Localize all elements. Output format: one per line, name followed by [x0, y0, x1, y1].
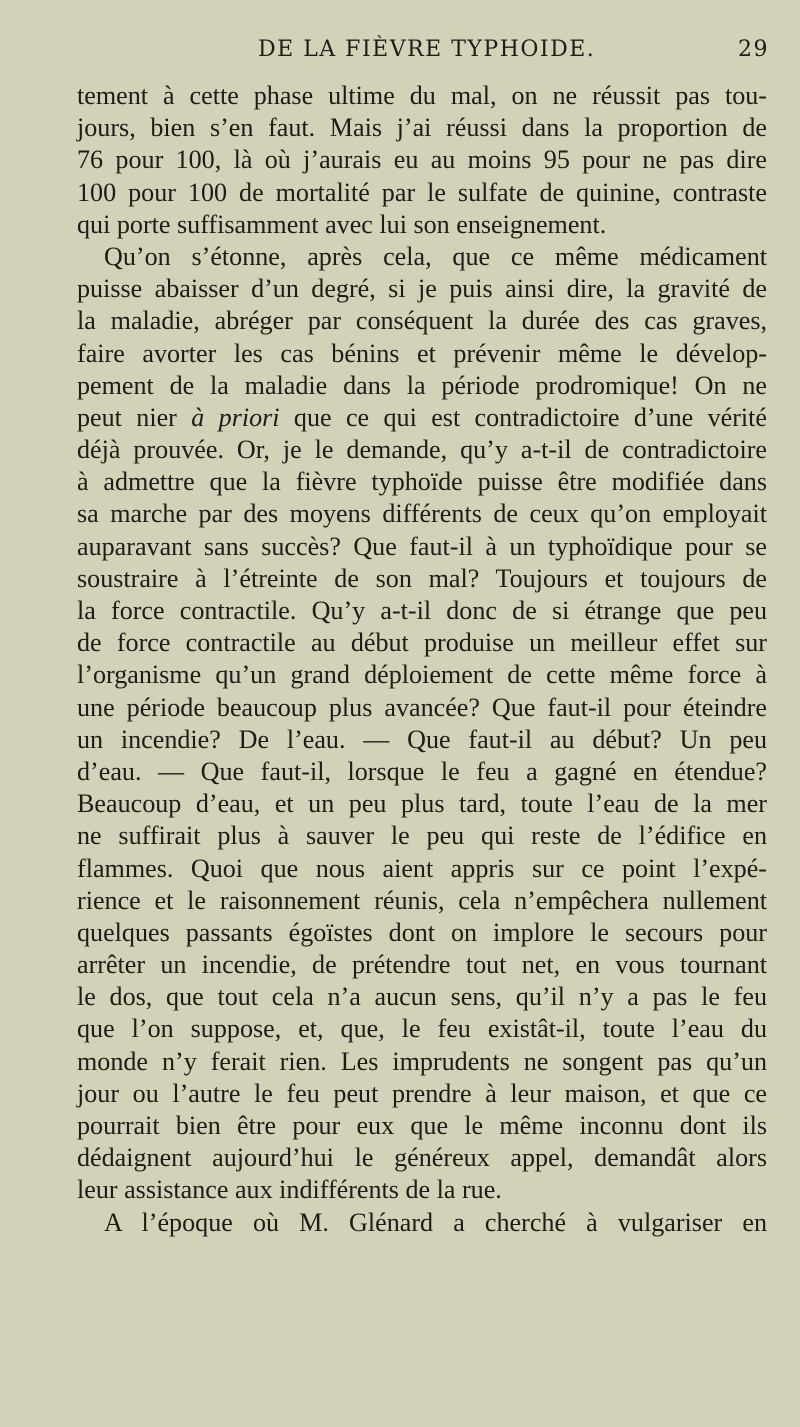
text-line-with-italic — [77, 402, 767, 434]
text-line: auparavant sans succès? Que faut-il à un typhoïdique pour se — [77, 531, 767, 561]
text-line: que l’on suppose, et, que, le feu existât-il, toute l’eau du — [77, 1014, 767, 1044]
text-line: arrêter un incendie, de prétendre tout net, en vous tournant — [77, 950, 767, 980]
text-line: Beaucoup d’eau, et un peu plus tard, toute l’eau de la mer — [77, 789, 767, 819]
text-line: l’organisme qu’un grand déploiement de cette même force à — [77, 660, 767, 690]
text-line: 100 pour 100 de mortalité par le sulfate de quinine, contraste — [77, 177, 767, 207]
page-header — [0, 37, 800, 71]
text-line: déjà prouvée. Or, je le demande, qu’y a-t-il de contradictoire — [77, 435, 767, 465]
text-line: de force contractile au début produise un meilleur effet sur — [77, 628, 767, 658]
text-line: 76 pour 100, là où j’aurais eu au moins 95 pour ne pas dire — [77, 145, 767, 175]
text-line: un incendie? De l’eau. — Que faut-il au début? Un peu — [77, 724, 767, 754]
text-line: dédaignent aujourd’hui le généreux appel, demandât alors — [77, 1143, 767, 1173]
text-line: sa marche par des moyens différents de ceux qu’on employait — [77, 499, 767, 529]
paragraph-start-line: A l’époque où M. Glénard a cherché à vulgariser en — [104, 1207, 767, 1237]
text-line: rience et le raisonnement réunis, cela n’empêchera nullement — [77, 885, 767, 915]
running-head: DE LA FIÈVRE TYPHOIDE. — [258, 37, 596, 62]
text-line: jours, bien s’en faut. Mais j’ai réussi dans la proportion de — [77, 113, 767, 143]
text-run: peut nier — [77, 402, 192, 432]
text-line: à admettre que la fièvre typhoïde puisse être modifiée dans — [77, 467, 767, 497]
text-line: qui porte suffisamment avec lui son enseignement. — [77, 209, 607, 239]
text-line: leur assistance aux indifférents de la rue. — [77, 1175, 502, 1205]
text-line: le dos, que tout cela n’a aucun sens, qu’il n’y a pas le feu — [77, 982, 767, 1012]
text-line: la force contractile. Qu’y a-t-il donc de si étrange que peu — [77, 596, 767, 625]
text-line: d’eau. — Que faut-il, lorsque le feu a gagné en étendue? — [77, 756, 767, 786]
text-line: la maladie, abréger par conséquent la durée des cas graves, — [77, 306, 767, 336]
text-line: pourrait bien être pour eux que le même inconnu dont ils — [77, 1111, 767, 1140]
text-line: faire avorter les cas bénins et prévenir même le dévelop- — [77, 338, 767, 368]
text-line: puisse abaisser d’un degré, si je puis ainsi dire, la gravité de — [77, 274, 767, 304]
page-number: 29 — [738, 37, 769, 62]
text-line: soustraire à l’étreinte de son mal? Toujours et toujours de — [77, 563, 767, 593]
text-run: que ce qui est contradictoire d’une vérité — [279, 402, 767, 432]
text-line: une période beaucoup plus avancée? Que faut-il pour éteindre — [77, 692, 767, 722]
text-line: monde n’y ferait rien. Les imprudents ne songent pas qu’un — [77, 1046, 767, 1076]
text-line: pement de la maladie dans la période prodromique! On ne — [77, 370, 767, 400]
text-line: ne suffirait plus à sauver le peu qui reste de l’édifice en — [77, 821, 767, 851]
body-text — [77, 80, 767, 1239]
italic-phrase: à priori — [191, 402, 280, 432]
paragraph-start-line: Qu’on s’étonne, après cela, que ce même médicament — [104, 241, 767, 271]
text-line: flammes. Quoi que nous aient appris sur ce point l’expé- — [77, 853, 767, 883]
text-line: quelques passants égoïstes dont on implore le secours pour — [77, 917, 767, 947]
text-line: jour ou l’autre le feu peut prendre à leur maison, et que ce — [77, 1078, 767, 1108]
text-line: tement à cette phase ultime du mal, on ne réussit pas tou- — [77, 81, 767, 110]
